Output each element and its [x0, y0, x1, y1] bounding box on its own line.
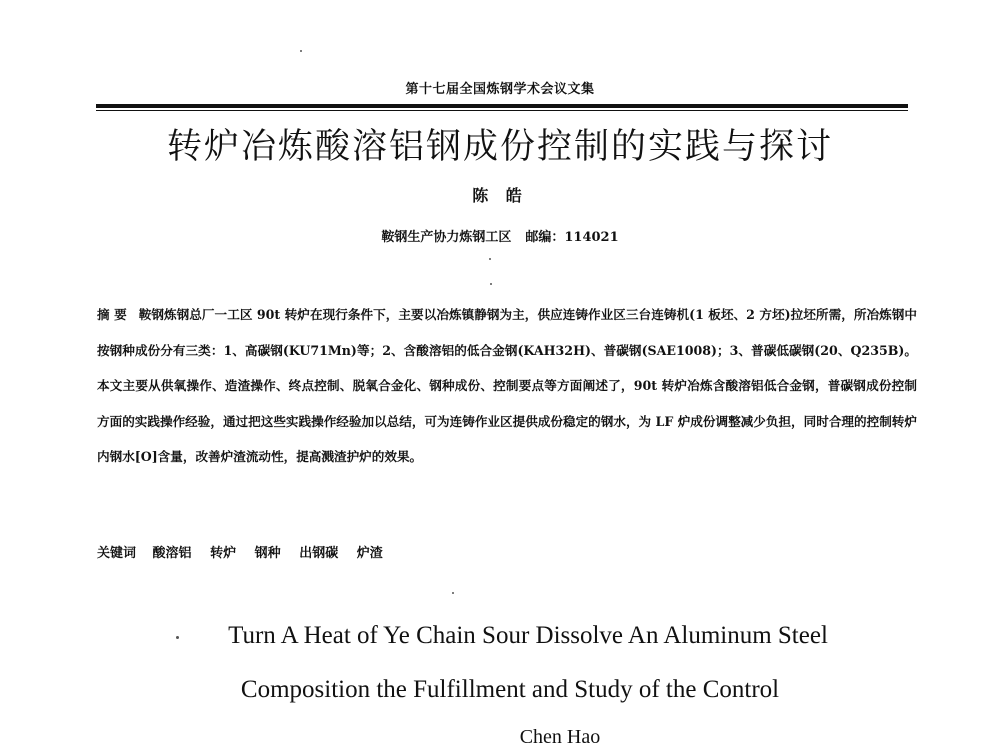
- postcode: 邮编：114021: [525, 230, 619, 245]
- scan-speck: [489, 258, 491, 260]
- paper-title: 转炉冶炼酸溶铝钢成份控制的实践与探讨: [166, 127, 833, 167]
- abstract-text: 鞍钢炼钢总厂一工区 90t 转炉在现行条件下，主要以冶炼镇静钢为主，供应连铸作业区三台连铸机(1 板坯、2 方坯)拉坯所需，所冶炼钢中按钢种成份分有三类：1、高碳钢(KU71Mn)等；2、含酸溶铝的低合金钢(KAH32H)、普碳钢(SAE1008)；3、普碳低碳钢(20、Q235B)。本文主要从供氧操作、造渣操作、终点控制、脱氧合金化、钢种成份、控制要点等方面阐述了，90t 转炉冶炼含酸溶铝低合金钢，普碳钢成份控制方面的实践操作经验，通过把这些实践操作经验加以总结，可为连铸作业区提供成份稳定的钢水，为 LF 炉成份调整减少负担，同时合理的控制转炉内钢水[O]含量，改善炉渣流动性，提高溅渣护炉的效果。: [97, 307, 918, 464]
- keyword: 炉渣: [356, 546, 383, 561]
- keyword: 出钢碳: [299, 546, 339, 561]
- affiliation-name: 鞍钢生产协力炼钢工区: [381, 230, 512, 245]
- english-author: Chen Hao: [519, 726, 601, 748]
- scan-speck: [176, 636, 179, 639]
- keywords-label: 关键词: [97, 546, 137, 561]
- header-rule-thick: [96, 104, 908, 108]
- author-name: 陈 皓: [472, 186, 528, 205]
- affiliation: [0, 226, 1000, 245]
- scan-speck: [300, 50, 302, 52]
- keyword: 钢种: [254, 546, 281, 561]
- header-rule-thin: [96, 110, 908, 111]
- abstract: [97, 297, 917, 475]
- abstract-label: 摘 要: [97, 307, 127, 322]
- scan-speck: [452, 592, 454, 594]
- english-title-line-2: Composition the Fulfillment and Study of the Control: [240, 676, 780, 703]
- keywords: [97, 542, 917, 561]
- english-title-line-1: Turn A Heat of Ye Chain Sour Dissolve An Aluminum Steel: [228, 622, 828, 649]
- running-head: 第十七届全国炼钢学术会议文集: [405, 82, 595, 97]
- keyword: 转炉: [210, 546, 237, 561]
- keyword: 酸溶铝: [152, 546, 192, 561]
- scan-speck: [490, 283, 492, 285]
